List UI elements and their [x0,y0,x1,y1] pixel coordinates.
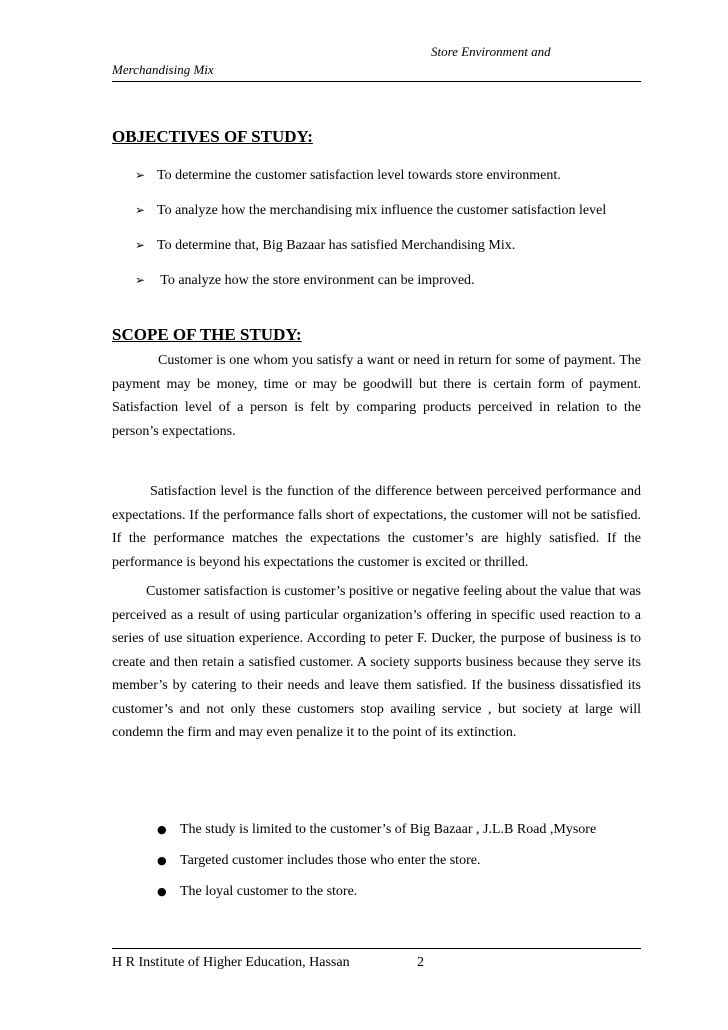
objective-text: To analyze how the store environment can be improved. [157,273,475,288]
scope-paragraph-1: Customer is one whom you satisfy a want or need in return for some of payment. The payment may be money, time or may be goodwill but there is certain form of payment. Satisfaction level of a person is felt by comparing products perceived in relation to the person’s expectations. [112,353,641,439]
dot-bullet-icon: ● [157,885,167,898]
footer-institute: H R Institute of Higher Education, Hassan [112,955,350,970]
objective-item [135,166,606,201]
objectives-heading: OBJECTIVES OF STUDY: [112,127,313,146]
objective-text: To determine that, Big Bazaar has satisfied Merchandising Mix. [157,238,516,253]
arrow-bullet-icon: ➢ [135,168,146,182]
page-footer [112,948,641,979]
scope-point-text: The study is limited to the customer’s of Big Bazaar , J.L.B Road ,Mysore [180,822,597,837]
scope-heading: SCOPE OF THE STUDY: [112,325,302,344]
objective-item [135,236,606,271]
dot-bullet-icon: ● [157,823,167,836]
arrow-bullet-icon: ➢ [135,273,146,287]
scope-point-item [157,882,596,913]
objective-item [135,201,606,236]
header-title-line1: Store Environment and [431,44,551,59]
scope-points-list [157,820,596,913]
scope-paragraph-3: Customer satisfaction is customer’s positive or negative feeling about the value that was perceived as a result of using particular organization’s offering in specific used reaction to a series of use situation experience. According to peter F. Ducker, the purpose of business is to create and then retain a satisfied customer. A society supports business because they serve its member’s by catering to their needs and leave them satisfied. If the business dissatisfied its customer’s and not only these customers stop availing service , but society at large will condemn the firm and may even penalize it to the point of its extinction. [112,584,641,740]
page-header [112,42,641,82]
scope-point-item [157,820,596,851]
objectives-list [135,166,606,306]
arrow-bullet-icon: ➢ [135,203,146,217]
header-title-line2: Merchandising Mix [112,62,214,77]
objective-text: To determine the customer satisfaction level towards store environment. [157,168,561,183]
page-number: 2 [417,955,424,970]
dot-bullet-icon: ● [157,854,167,867]
objective-text: To analyze how the merchandising mix influence the customer satisfaction level [157,203,607,218]
objective-item [135,271,606,306]
scope-point-text: Targeted customer includes those who enter the store. [180,853,481,868]
arrow-bullet-icon: ➢ [135,238,146,252]
scope-point-text: The loyal customer to the store. [180,884,358,899]
scope-paragraph-2: Satisfaction level is the function of the difference between perceived performance and expectations. If the performance falls short of expectations, the customer will not be satisfied. If the performance matches the expectations the customer’s are highly satisfied. If the performance is beyond his expectations the customer is excited or thrilled. [112,484,641,570]
scope-point-item [157,851,596,882]
